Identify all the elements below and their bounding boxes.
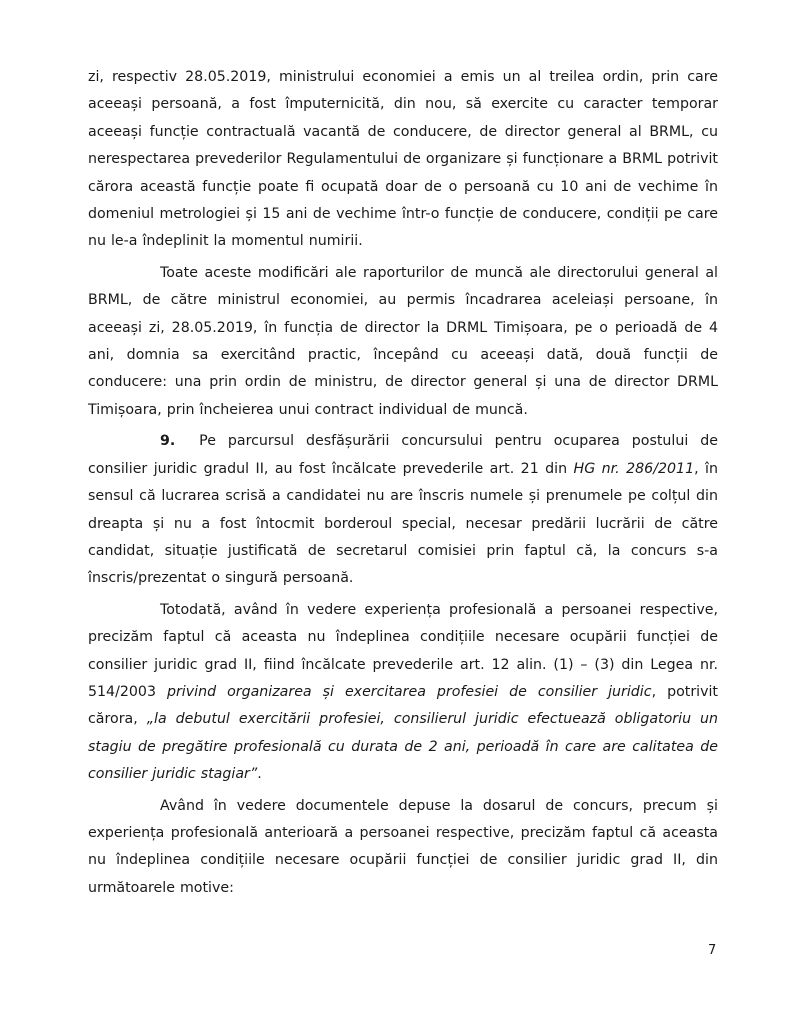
document-body	[88, 64, 718, 902]
paragraph-3-text-a: Pe parcursul desfășurării concursului pentru ocuparea postului de consilier juridic gradul II, au fost încălcate prevederile art. 21 din	[88, 433, 718, 477]
paragraph-3	[88, 428, 718, 592]
paragraph-4-text-c: .	[257, 766, 262, 783]
paragraph-5: Având în vedere documentele depuse la dosarul de concurs, precum și experiența profesională anterioară a persoanei respective, precizăm faptul că aceasta nu îndeplinea condițiile necesare ocupării funcției de consilier juridic grad II, din următoarele motive:	[88, 797, 718, 896]
section-number: 9.	[160, 433, 176, 450]
law-quote: „la debutul exercitării profesiei, consilierul juridic efectuează obligatoriu un stagiu de pregătire profesională cu durata de 2 ani, perioadă în care are calitatea de consilier juridic stagiar”	[88, 711, 718, 783]
paragraph-1: zi, respectiv 28.05.2019, ministrului economiei a emis un al treilea ordin, prin care aceeași persoană, a fost împuternicită, din nou, să exercite cu caracter temporar aceeași funcție contractuală vacantă de conducere, de director general al BRML, cu nerespectarea prevederilor Regulamentului de organizare și funcționare a BRML potrivit cărora această funcție poate fi ocupată doar de o persoană cu 10 ani de vechime în domeniul metrologiei și 15 ani de vechime într-o funcție de conducere, condiții pe care nu le-a îndeplinit la momentul numirii.	[88, 69, 718, 250]
legal-reference-hg: HG nr. 286/2011	[573, 460, 695, 477]
paragraph-4-text-b: , potrivit cărora,	[88, 683, 718, 728]
page-number: 7	[708, 943, 717, 958]
paragraph-2: Toate aceste modificări ale raporturilor de muncă ale directorului general al BRML, de către ministrul economiei, au permis încadrarea aceleiași persoane, în aceeași zi, 28.05.2019, în funcția de director la DRML Timișoara, pe o perioadă de 4 ani, domnia sa exercitând practic, începând cu aceeași dată, două funcții de conducere: una prin ordin de ministru, de director general și una de director DRML Timișoara, prin încheierea unui contract individual de muncă.	[88, 264, 718, 418]
paragraph-4	[88, 597, 718, 789]
paragraph-4-text-a: Totodată, având în vedere experiența profesională a persoanei respective, precizăm faptul că aceasta nu îndeplinea condițiile necesare ocupării funcției de consilier juridic grad II, fiind încălcate prevederile art. 12 alin. (1) – (3) din Legea nr. 514/2003	[88, 601, 718, 700]
law-title: privind organizarea și exercitarea profesiei de consilier juridic	[166, 683, 652, 700]
paragraph-3-text-b: , în sensul că lucrarea scrisă a candidatei nu are înscris numele și prenumele pe colțul din dreapta și nu a fost întocmit borderoul special, necesar predării lucrării de către candidat, situație justificată de secretarul comisiei prin faptul că, la concurs s-a înscris/prezentat o singură persoană.	[88, 460, 718, 587]
